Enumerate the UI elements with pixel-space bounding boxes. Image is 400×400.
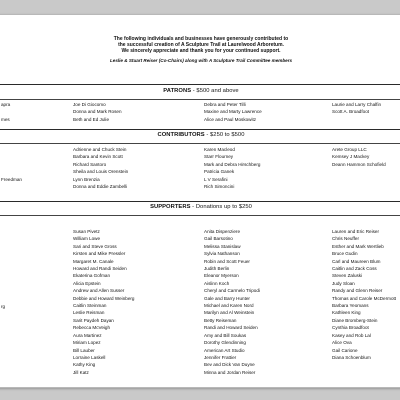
name-entry: Kathleen King xyxy=(332,310,361,316)
name-entry: Richard Santoro xyxy=(73,161,107,167)
name-entry: Rebecca McVeigh xyxy=(73,325,111,331)
intro-line: the successful creation of A Sculpture Trail at Laurelwood Arboretum. xyxy=(118,42,284,49)
name-entry: Marilyn and Al Weinstein xyxy=(204,310,255,316)
name-entry xyxy=(1,266,5,273)
name-entry: Mark and Debra Hirschberg xyxy=(204,161,261,167)
name-entry: Gail Carione xyxy=(332,347,358,353)
name-entry: Donna and Eddie Zambelli xyxy=(73,184,128,190)
name-entry: Scott A. Broadfoot xyxy=(332,109,370,115)
name-entry: Jill Katz xyxy=(73,369,89,375)
name-entry: Dorothy Glendinning xyxy=(204,340,246,346)
name-entry xyxy=(1,281,5,288)
contributors-range: - $250 to $500 xyxy=(204,132,245,138)
name-entry: Laurie and Larry Chalfin xyxy=(332,102,382,107)
supporters-column-2 xyxy=(73,228,134,376)
name-entry: Cheryl and Carmelo Tripodi xyxy=(204,288,260,294)
name-entry: Diana Schoenblum xyxy=(332,354,371,360)
patrons-range: - $500 and above xyxy=(191,88,239,94)
divider xyxy=(0,201,400,202)
contributors-title: CONTRIBUTORS xyxy=(157,132,205,138)
name-entry xyxy=(1,161,22,168)
patrons-column-2 xyxy=(73,101,122,123)
name-entry xyxy=(1,273,5,280)
name-entry xyxy=(1,288,5,295)
name-entry: Susan Pivetz xyxy=(73,229,100,234)
contributors-column-4 xyxy=(332,146,386,168)
name-entry: Lorraine Laskell xyxy=(73,354,106,360)
name-entry xyxy=(1,251,5,258)
name-entry: Barbara and Kevin Scott xyxy=(73,154,123,160)
contributors-heading xyxy=(0,132,400,138)
name-entry: Anita Dispenziere xyxy=(204,229,241,234)
name-entry: Lauren and Eric Reiser xyxy=(332,229,379,234)
name-entry: Alice and Paul Moskowitz xyxy=(204,116,257,122)
co-chairs-line: Leslie & Stuart Reiser (Co-Chairs) along with A Sculpture Trail Committee members xyxy=(109,57,293,63)
patrons-column-4 xyxy=(332,101,381,116)
name-entry: Caitlin and Zack Coss xyxy=(332,266,377,272)
name-entry: Minna and Jordan Reiser xyxy=(204,369,256,375)
intro-line: We sincerely appreciate and thank you for your continued support. xyxy=(121,48,281,55)
name-entry: Alice Ova xyxy=(332,340,352,346)
name-entry: Judy Sloan xyxy=(332,280,355,286)
contributors-column-3 xyxy=(204,146,260,190)
name-entry: American Art Studio xyxy=(204,347,245,353)
name-entry: Joe Di Giocomo xyxy=(73,102,106,107)
contributors-column-2 xyxy=(73,146,128,190)
name-entry: Sheila and Louis Orenstein xyxy=(73,169,129,175)
name-entry xyxy=(1,229,5,236)
name-entry: mes xyxy=(1,116,10,122)
patrons-title: PATRONS xyxy=(163,88,192,94)
name-entry: Gail Barsotino xyxy=(204,236,233,242)
name-entry: Eleanor Myerson xyxy=(204,273,239,279)
name-entry: Judith Berlin xyxy=(204,266,230,272)
patrons-column-3 xyxy=(204,101,262,123)
name-entry: Beth and Ed Julie xyxy=(73,116,110,122)
supporters-column-4 xyxy=(332,228,396,361)
divider xyxy=(0,129,400,130)
name-entry xyxy=(1,168,22,175)
name-entry: Bill Lauber xyxy=(73,347,95,353)
name-entry: Amy and Bill Soukas xyxy=(204,332,247,338)
name-entry: Karen Macleod xyxy=(204,147,235,152)
supporters-column-3 xyxy=(204,228,260,376)
name-entry: Sari and Steve Gross xyxy=(73,243,117,249)
name-entry: Kasey and Rob Lal xyxy=(332,332,371,338)
name-entry: Miriam Lopez xyxy=(73,340,101,346)
name-entry xyxy=(1,221,5,228)
name-entry: L V Serafini xyxy=(204,176,228,182)
name-entry xyxy=(1,244,5,251)
name-entry: Betty Reiseman xyxy=(204,317,237,323)
name-entry: William Lowe xyxy=(73,236,101,242)
name-entry: Michael and Karen Nord xyxy=(204,303,254,309)
name-entry: Aura Martinez xyxy=(73,332,102,338)
patrons-heading xyxy=(0,88,400,94)
name-entry: Debbie and Howard Weinberg xyxy=(73,295,135,301)
divider xyxy=(0,84,400,85)
supporters-range: - Donations up to $250 xyxy=(190,204,252,210)
supporters-column-1 xyxy=(1,214,5,310)
name-entry xyxy=(1,258,5,265)
intro-text xyxy=(0,36,400,64)
name-entry: Sylvia Nathanson xyxy=(204,251,240,257)
name-entry: Rich Simoncini xyxy=(204,184,235,190)
name-entry xyxy=(1,295,5,302)
name-entry: Randy and Glenn Reiser xyxy=(332,288,383,294)
name-entry: rg xyxy=(1,303,6,309)
name-entry xyxy=(1,236,5,243)
name-entry: Kathy King xyxy=(73,362,96,368)
name-entry: Deann Hammon Schofield xyxy=(332,161,386,167)
name-entry: Patricia Ganek xyxy=(204,169,235,175)
name-entry: Alicia Epstein xyxy=(73,280,101,286)
patrons-column-1 xyxy=(1,101,10,123)
name-entry: Bev and Dick Van Duyne xyxy=(204,362,255,368)
name-entry: Randi and Howard Seiden xyxy=(204,325,258,331)
name-entry: Kirsten and Mike Pressler xyxy=(73,251,126,257)
divider xyxy=(0,215,400,216)
name-entry: Margaret M. Canale xyxy=(73,258,114,264)
name-entry: Kemsey J Mackey xyxy=(332,154,370,160)
name-entry: Ekaterina Gofman xyxy=(73,273,111,279)
name-entry: apra xyxy=(1,102,11,107)
name-entry: Melissa Stanislaw xyxy=(204,243,241,249)
name-entry: Lynn Brenzia xyxy=(73,176,100,182)
name-entry xyxy=(1,214,5,221)
name-entry: Steven Zaluski xyxy=(332,273,363,279)
name-entry: Sarit Paydeh Dayan xyxy=(73,317,114,323)
name-entry: Starr Flourney xyxy=(204,154,234,160)
name-entry: Debra and Peter Tilli xyxy=(204,102,246,107)
name-entry: Esther and Mark Wertlieb xyxy=(332,243,384,249)
contributors-column-1 xyxy=(1,146,22,183)
name-entry xyxy=(1,146,22,153)
name-entry: Barbara Yeomans xyxy=(332,303,369,309)
name-entry xyxy=(1,108,10,115)
name-entry: Howard and Randi Seiden xyxy=(73,266,127,272)
sponsor-board xyxy=(0,14,400,388)
name-entry: Donna and Mark Rosen xyxy=(73,109,122,115)
name-entry: Jennifer Frattier xyxy=(204,354,237,360)
name-entry: Diane Bromberg-Stein xyxy=(332,317,378,323)
supporters-title: SUPPORTERS xyxy=(150,204,191,210)
intro-line: The following individuals and businesses have generously contributed to xyxy=(113,36,289,42)
name-entry: Gale and Barry Hunter xyxy=(204,295,250,301)
name-entry xyxy=(1,153,22,160)
name-entry: Leslie Reisman xyxy=(73,310,105,316)
name-entry: Robin and Scott Feuer xyxy=(204,258,250,264)
name-entry: Caitlin Steinman xyxy=(73,303,107,309)
name-entry: Andrew and Allen Susser xyxy=(73,288,125,294)
name-entry: Chris Neuffer xyxy=(332,236,359,242)
name-entry: Arete Group LLC xyxy=(332,147,367,152)
divider xyxy=(0,99,400,100)
name-entry: Maxine and Marty Lawrence xyxy=(204,109,262,115)
name-entry: Cynthia Broadfoot xyxy=(332,325,369,331)
name-entry: Carl and Maureen Blum xyxy=(332,258,381,264)
name-entry: Bruce Gudin xyxy=(332,251,358,257)
name-entry: Aislinn Koch xyxy=(204,280,230,286)
name-entry: Adrienne and Chuck Stein xyxy=(73,147,127,152)
supporters-heading xyxy=(0,204,400,210)
name-entry: Thomas and Carole McDermott xyxy=(332,295,397,301)
divider xyxy=(0,143,400,144)
name-entry: Freedman xyxy=(1,176,22,182)
